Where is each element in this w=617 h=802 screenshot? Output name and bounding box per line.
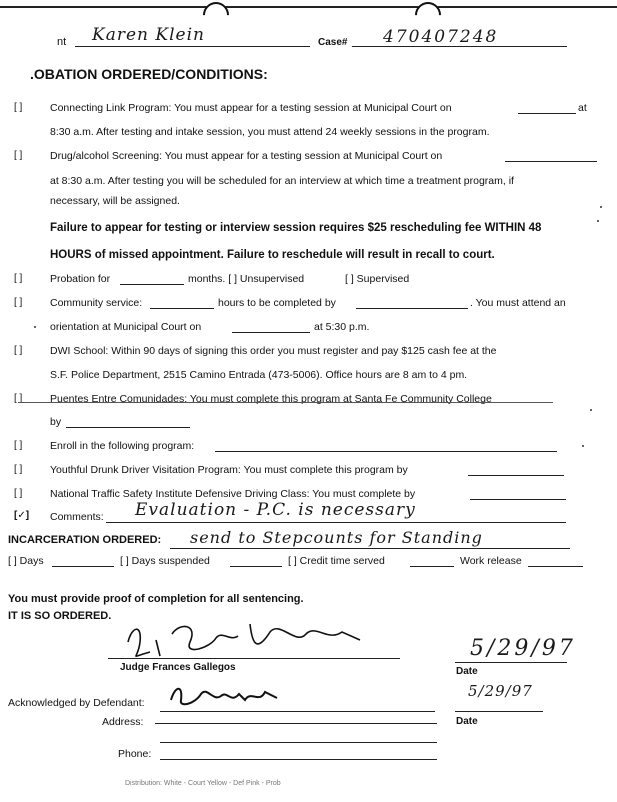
- judge-date: 5/29/97: [470, 636, 576, 661]
- national-text: National Traffic Safety Institute Defensive Driving Class: You must complete by: [50, 488, 416, 500]
- community-time: at 5:30 p.m.: [314, 321, 370, 333]
- probation-for: Probation for: [50, 273, 111, 285]
- phone-label: Phone:: [118, 748, 152, 760]
- probation-supervised: [ ] Supervised: [345, 273, 410, 285]
- checkbox[interactable]: [ ]: [14, 488, 23, 499]
- blank-line: [505, 161, 597, 162]
- blank-line: [470, 499, 566, 500]
- comments-handwriting: Evaluation - P.C. is necessary: [135, 500, 416, 520]
- case-label: Case#: [318, 37, 348, 48]
- ack-date-line: [455, 711, 543, 712]
- blank-line: [410, 566, 454, 567]
- blank-line: [232, 332, 310, 333]
- incarceration-handwriting: send to Stepcounts for Standing: [190, 528, 483, 547]
- case-line: [352, 46, 567, 47]
- checkbox[interactable]: [ ]: [14, 440, 23, 451]
- blank-line: [356, 308, 468, 309]
- drug-text-2: at 8:30 a.m. After testing you will be scheduled for an interview at which time a treatment program, if: [50, 175, 514, 187]
- blank-line: [120, 284, 184, 285]
- scan-speck: [600, 206, 602, 208]
- client-label: nt: [57, 36, 67, 48]
- scan-speck: [34, 326, 36, 328]
- failure-text-2: HOURS of missed appointment. Failure to reschedule will result in recall to court.: [50, 249, 495, 261]
- drug-text-1: Drug/alcohol Screening: You must appear for a testing session at Municipal Court on: [50, 150, 443, 162]
- blank-line: [150, 308, 214, 309]
- probation-months: months. [ ] Unsupervised: [188, 273, 305, 285]
- work-release: Work release: [460, 555, 522, 567]
- client-name: Karen Klein: [92, 25, 205, 45]
- scan-speck: [590, 409, 592, 411]
- youthful-text: Youthful Drunk Driver Visitation Program: You must complete this program by: [50, 464, 408, 476]
- checkbox[interactable]: [ ]: [14, 273, 23, 284]
- checkbox[interactable]: [ ]: [14, 464, 23, 475]
- dwi-text-1: DWI School: Within 90 days of signing this order you must register and pay $125 cash fee at the: [50, 345, 497, 357]
- defendant-signature: [165, 680, 285, 710]
- incarceration-line: [170, 548, 570, 549]
- blank-line: [518, 113, 576, 114]
- judge-signature: [120, 612, 370, 664]
- blank-line: [215, 451, 557, 452]
- client-line: [75, 46, 310, 47]
- community-text-2: orientation at Municipal Court on: [50, 321, 202, 333]
- address-label: Address:: [102, 716, 144, 728]
- strike-line: [18, 402, 553, 403]
- scan-speck: [582, 445, 584, 447]
- community-hours: hours to be completed by: [218, 297, 336, 309]
- enroll-text: Enroll in the following program:: [50, 440, 195, 452]
- community-attend: . You must attend an: [470, 297, 566, 309]
- days: [ ] Days: [8, 555, 44, 567]
- distribution-text: Distribution: White - Court Yellow - Def Pink - Prob: [125, 780, 281, 787]
- credit-time: [ ] Credit time served: [288, 555, 385, 567]
- judge-line: [108, 658, 400, 659]
- incarceration-label: INCARCERATION ORDERED:: [8, 534, 162, 546]
- acknowledged-date: 5/29/97: [468, 682, 533, 700]
- judge-name: Judge Frances Gallegos: [120, 662, 236, 673]
- blank-line: [66, 427, 190, 428]
- scan-speck: [597, 220, 599, 222]
- checked-checkbox[interactable]: [✓]: [14, 510, 30, 521]
- page-top-edge: [0, 6, 617, 8]
- puentes-by: by: [50, 416, 62, 428]
- connecting-text-2: 8:30 a.m. After testing and intake session, you must attend 24 weekly sessions in the program.: [50, 126, 490, 138]
- days-suspended: [ ] Days suspended: [120, 555, 210, 567]
- checkbox[interactable]: [ ]: [14, 345, 23, 356]
- acknowledged-label: Acknowledged by Defendant:: [8, 697, 145, 709]
- address-line: [155, 723, 437, 724]
- comments-label: Comments:: [50, 511, 104, 523]
- date-label: Date: [456, 666, 478, 677]
- phone-line: [160, 759, 437, 760]
- checkbox[interactable]: [ ]: [14, 393, 23, 404]
- dwi-text-2: S.F. Police Department, 2515 Camino Entrada (473-5006). Office hours are 8 am to 4 pm.: [50, 369, 468, 381]
- puentes-text: Puentes Entre Comunidades: You must complete this program at Santa Fe Community College: [50, 393, 492, 405]
- case-number: 470407248: [383, 27, 499, 47]
- address-line-2: [160, 742, 437, 743]
- blank-line: [468, 475, 564, 476]
- date-line: [455, 662, 567, 663]
- proof-text: You must provide proof of completion for all sentencing.: [8, 593, 304, 605]
- community-text-1: Community service:: [50, 297, 143, 309]
- acknowledged-line: [160, 711, 435, 712]
- failure-text-1: Failure to appear for testing or interview session requires $25 rescheduling fee WITHIN 48: [50, 222, 542, 234]
- checkbox[interactable]: [ ]: [14, 150, 23, 161]
- comments-line: [106, 522, 566, 523]
- page-title: .OBATION ORDERED/CONDITIONS:: [30, 66, 268, 82]
- connecting-at: at: [578, 102, 587, 114]
- blank-line: [230, 566, 282, 567]
- ordered-text: IT IS SO ORDERED.: [8, 610, 112, 622]
- blank-line: [528, 566, 583, 567]
- drug-text-3: necessary, will be assigned.: [50, 195, 180, 207]
- connecting-text-1: Connecting Link Program: You must appear for a testing session at Municipal Court on: [50, 102, 452, 114]
- checkbox[interactable]: [ ]: [14, 297, 23, 308]
- checkbox[interactable]: [ ]: [14, 102, 23, 113]
- blank-line: [52, 566, 114, 567]
- ack-date-label: Date: [456, 716, 478, 727]
